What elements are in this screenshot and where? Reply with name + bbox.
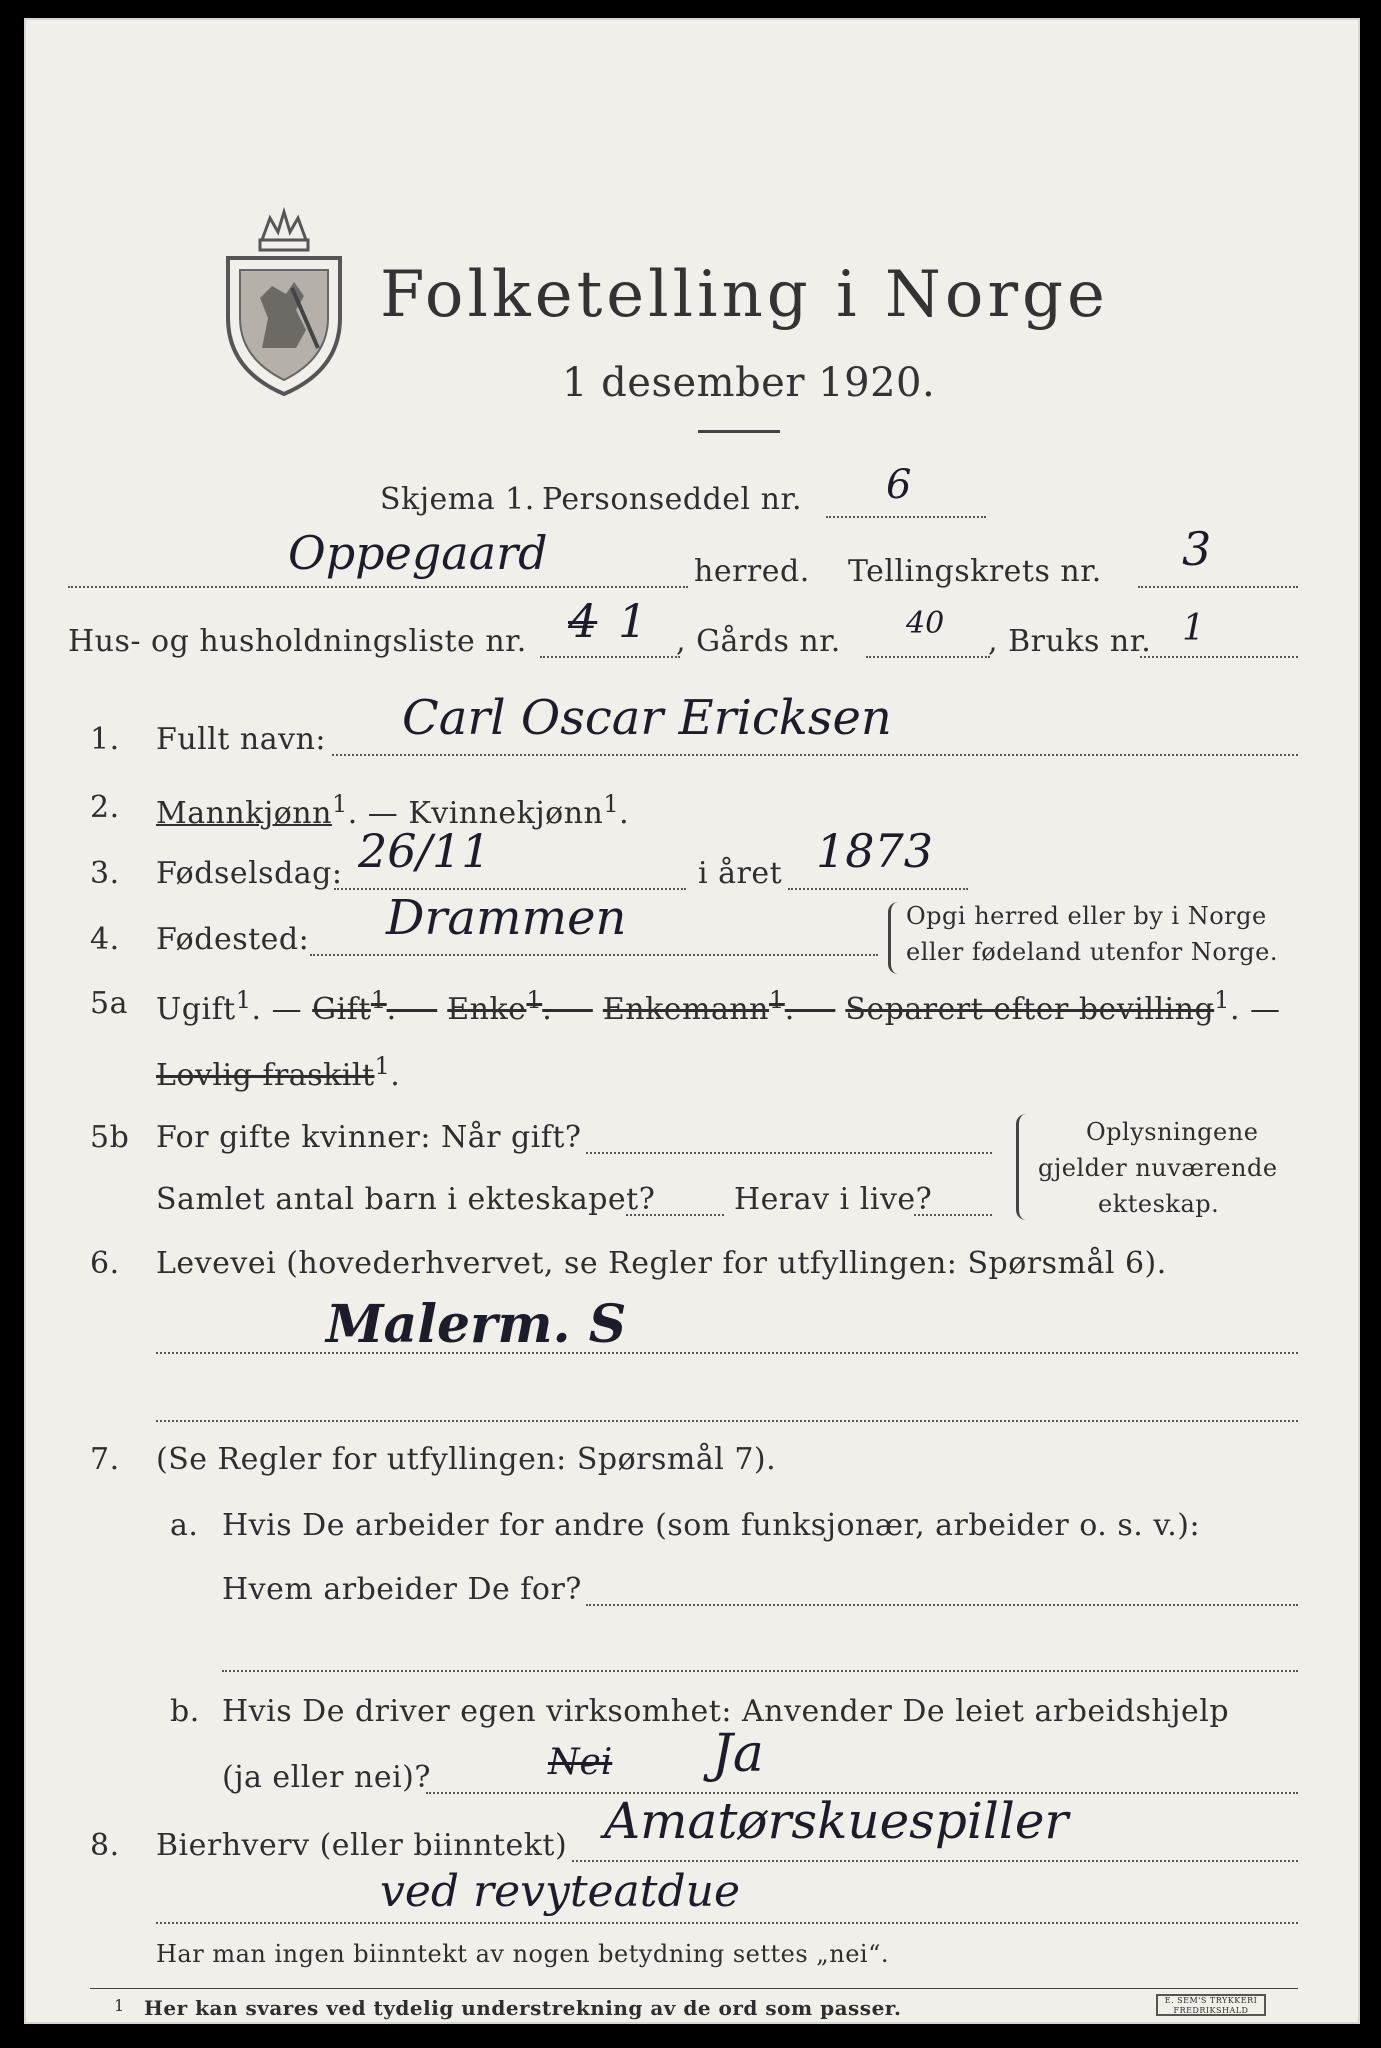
q7b-letter: b. [170, 1694, 200, 1729]
marital-divorced-option [156, 1052, 400, 1093]
q2-number: 2. [90, 790, 120, 825]
footnote-ref: 1 [370, 986, 387, 1014]
footnote-ref: 1 [526, 986, 543, 1014]
marital-married-option [312, 986, 438, 1027]
birthdate-value: 26/11 [358, 824, 491, 878]
sex-female-option: Kvinnekjønn [408, 796, 604, 831]
holding-number: 1 [1182, 608, 1205, 649]
q7b-text: Hvis De driver egen virksomhet: Anvender De leiet arbeidshjelp [222, 1694, 1230, 1729]
footnote-ref: 1 [768, 986, 785, 1014]
herred-label: herred. [694, 554, 810, 589]
q5b-number: 5b [90, 1120, 130, 1155]
q7-number: 7. [90, 1442, 120, 1477]
birthplace-value: Drammen [386, 890, 627, 946]
separator: . — [251, 992, 303, 1027]
schema-label: Skjema 1. [380, 482, 535, 517]
q6-number: 6. [90, 1246, 120, 1281]
employer-field-line-2 [222, 1670, 1298, 1672]
person-slip-label: Personseddel nr. [542, 482, 803, 517]
q8-number: 8. [90, 1828, 120, 1863]
birthplace-note-line-2: eller fødeland utenfor Norge. [906, 938, 1279, 966]
footnote-ref: 1 [235, 986, 252, 1014]
household-number: 1 [618, 594, 648, 648]
norway-coat-of-arms-icon [222, 198, 346, 398]
full-name-field-line [332, 754, 1298, 756]
q7a-letter: a. [170, 1508, 199, 1543]
separator: . — [542, 992, 593, 1027]
footnote-text: Her kan svares ved tydelig understrekning av de ord som passer. [144, 1996, 902, 2020]
marital-widower-text: Enkemann [602, 992, 769, 1027]
sex-male-option: Mannkjønn [156, 796, 332, 831]
census-date: 1 desember 1920. [562, 360, 936, 406]
separator: . [390, 1058, 401, 1093]
hired-help-label: (ja eller nei)? [222, 1760, 431, 1795]
separator: . [619, 796, 630, 831]
holding-number-label: , Bruks nr. [988, 624, 1152, 659]
separator: . — [784, 992, 836, 1027]
q7a-text: Hvis De arbeider for andre (som funksjonær, arbeider o. s. v.): [222, 1508, 1201, 1543]
marriage-note-brace [1016, 1114, 1033, 1220]
municipality-value: Oppegaard [288, 526, 548, 580]
form-title: Folketelling i Norge [380, 258, 1109, 332]
marital-unmarried-option: Ugift [156, 992, 236, 1027]
children-total-label: Samlet antal barn i ekteskapet? [156, 1182, 656, 1217]
marriage-date-field-line [586, 1152, 992, 1154]
hired-help-struck-value: Nei [548, 1742, 613, 1783]
marital-status-options [156, 986, 1281, 1027]
household-field-line [540, 656, 680, 658]
title-divider [698, 430, 780, 433]
farm-number-field-line [866, 656, 990, 658]
footnote-ref: 1 [331, 790, 348, 818]
marriage-note-line-2: gjelder nuværende [1038, 1154, 1278, 1182]
marital-separated-text: Separert efter bevilling [845, 992, 1215, 1027]
side-income-field-line-1 [572, 1860, 1298, 1862]
farm-number-label: , Gårds nr. [676, 624, 841, 659]
census-district-number: 3 [1182, 522, 1212, 576]
marital-widower-option [602, 986, 836, 1027]
marriage-date-label: For gifte kvinner: Når gift? [156, 1120, 582, 1155]
marriage-note-line-1: Oplysningene [1086, 1118, 1259, 1146]
household-number-struck: 4 [568, 594, 598, 648]
occupation-value: Malerm. S [326, 1294, 627, 1355]
marriage-note-line-3: ekteskap. [1098, 1190, 1220, 1218]
marital-married-text: Gift [312, 992, 371, 1027]
occupation-label: Levevei (hovederhvervet, se Regler for utfyllingen: Spørsmål 6). [156, 1246, 1167, 1281]
children-alive-field-line [914, 1214, 992, 1216]
hired-help-value: Ja [712, 1724, 764, 1784]
footnote-ref: 1 [1214, 986, 1230, 1014]
municipality-field-line [68, 586, 688, 588]
birth-year-value: 1873 [816, 824, 934, 878]
birthplace-field-line [310, 954, 878, 956]
q4-number: 4. [90, 922, 120, 957]
footnote-ref: 1 [603, 790, 620, 818]
household-list-label: Hus- og husholdningsliste nr. [68, 624, 527, 659]
marital-widow-text: Enke [447, 992, 527, 1027]
birthplace-note-line-1: Opgi herred eller by i Norge [906, 902, 1267, 930]
census-form-sheet [24, 18, 1360, 2024]
no-income-note: Har man ingen biinntekt av nogen betydning settes „nei“. [156, 1940, 889, 1968]
birth-year-label: i året [698, 856, 783, 891]
census-district-field-line [1138, 586, 1298, 588]
marital-divorced-text: Lovlig fraskilt [156, 1058, 375, 1093]
full-name-label: Fullt navn: [156, 722, 327, 757]
census-district-label: Tellingskrets nr. [848, 554, 1102, 589]
employer-field-line-1 [586, 1604, 1298, 1606]
birthdate-label: Fødselsdag: [156, 856, 343, 891]
footnote-ref: 1 [374, 1052, 391, 1080]
birth-year-field-line [788, 888, 968, 890]
side-income-value-line-2: ved revyteatdue [380, 1866, 741, 1917]
separator: . — [1229, 992, 1281, 1027]
side-income-value-line-1: Amatørskuespiller [604, 1792, 1069, 1850]
children-total-field-line [626, 1214, 724, 1216]
birthplace-label: Fødested: [156, 922, 310, 957]
person-slip-field-line [826, 516, 986, 518]
footnote-divider [90, 1988, 1298, 1989]
separator: . — [347, 796, 409, 831]
footnote-marker: 1 [114, 1996, 125, 2015]
q1-number: 1. [90, 722, 120, 757]
occupation-field-line-2 [156, 1420, 1298, 1422]
full-name-value: Carl Oscar Ericksen [402, 690, 892, 746]
holding-number-field-line [1140, 656, 1298, 658]
q3-number: 3. [90, 856, 120, 891]
employer-label: Hvem arbeider De for? [222, 1572, 582, 1607]
birthplace-note-brace [888, 902, 903, 974]
separator: . — [386, 992, 438, 1027]
side-income-label: Bierhverv (eller biinntekt) [156, 1828, 568, 1863]
children-alive-label: Herav i live? [734, 1182, 933, 1217]
q7-label: (Se Regler for utfyllingen: Spørsmål 7). [156, 1442, 777, 1477]
marital-widow-option [447, 986, 593, 1027]
q5a-number: 5a [90, 986, 128, 1021]
side-income-field-line-2 [156, 1922, 1298, 1924]
printer-stamp: E. SEM'S TRYKKERI FREDRIKSHALD [1156, 1994, 1266, 2016]
farm-number: 40 [906, 606, 945, 641]
person-slip-number: 6 [886, 462, 912, 508]
occupation-field-line-1 [156, 1352, 1298, 1354]
